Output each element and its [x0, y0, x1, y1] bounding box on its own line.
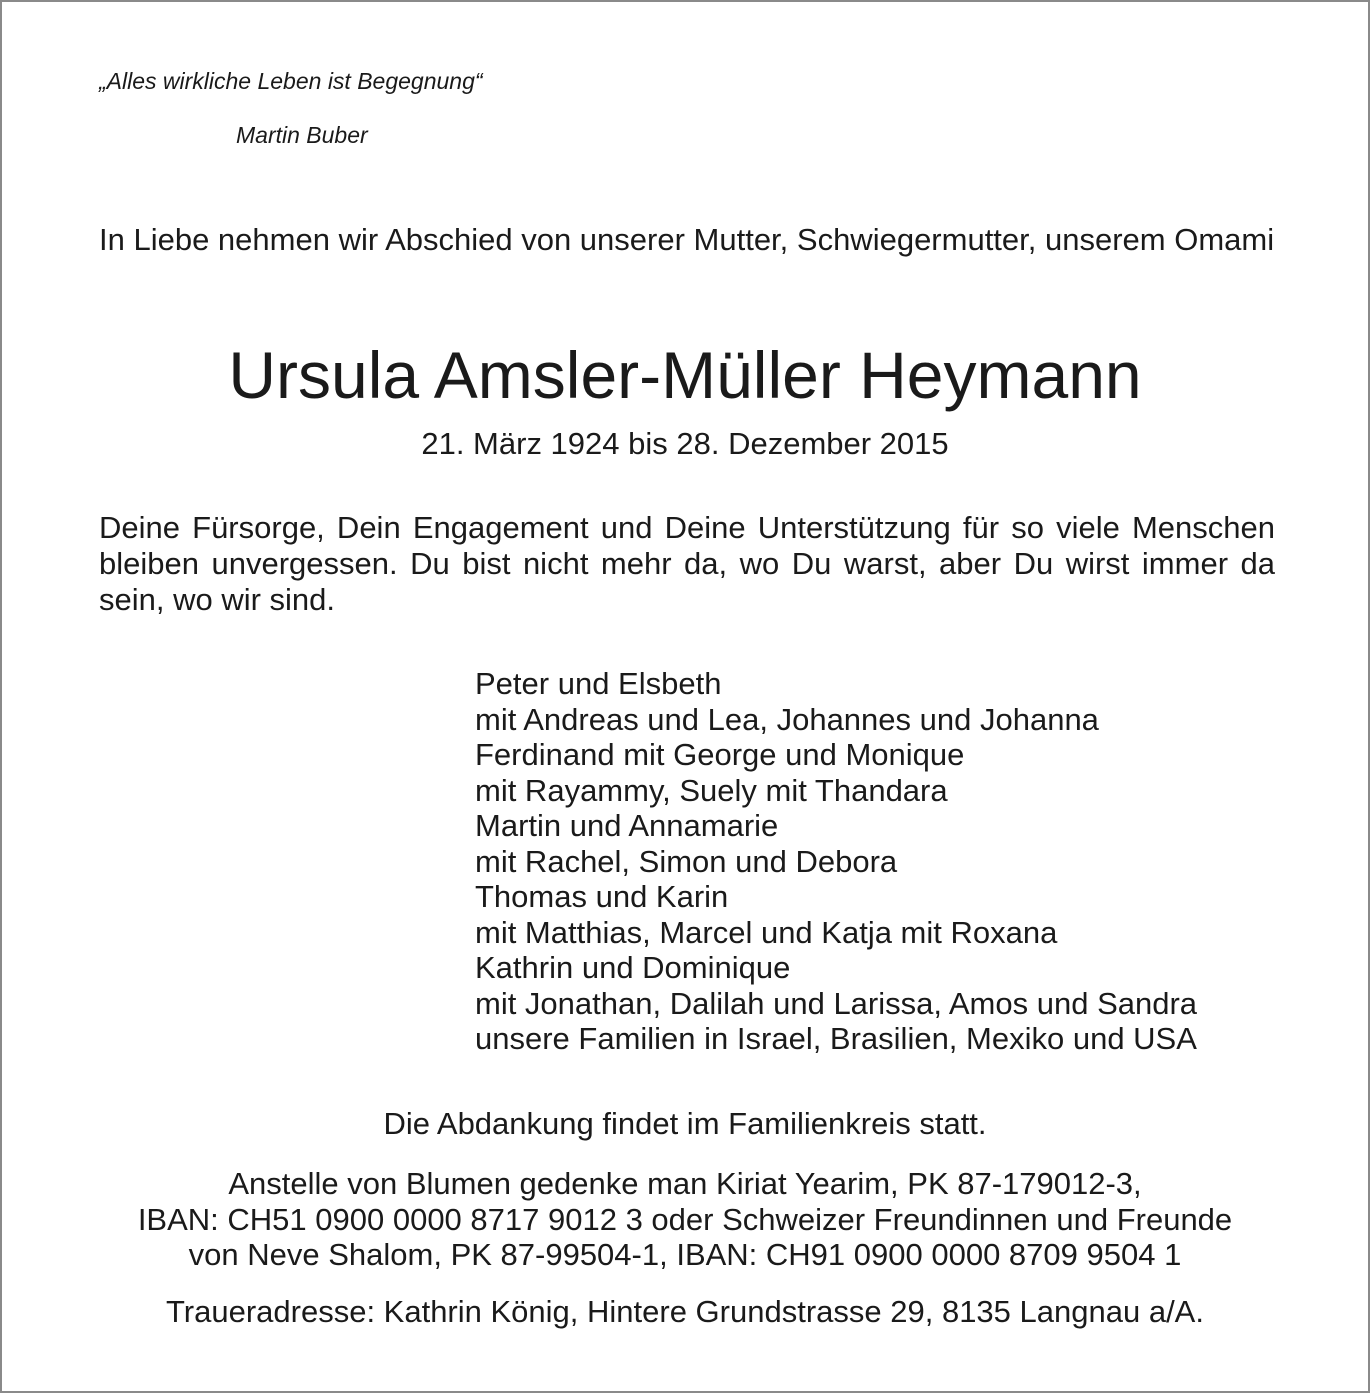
deceased-name: Ursula Amsler-Müller Heymann [228, 338, 1142, 412]
family-line: mit Rachel, Simon und Debora [475, 843, 898, 879]
family-list [475, 666, 1197, 1057]
family-line: mit Jonathan, Dalilah und Larissa, Amos und Sandra [475, 985, 1198, 1021]
family-line: Martin und Annamarie [475, 808, 779, 843]
family-line: Thomas und Karin [475, 879, 729, 914]
ceremony-note: Die Abdankung findet im Familienkreis statt. [383, 1106, 987, 1141]
quote-text: „Alles wirkliche Leben ist Begegnung“ [99, 68, 483, 94]
life-dates: 21. März 1924 bis 28. Dezember 2015 [421, 426, 949, 461]
donation-line: von Neve Shalom, PK 87-99504-1, IBAN: CH91 0900 0000 8709 9504 1 [188, 1237, 1182, 1272]
tribute-text: Deine Fürsorge, Dein Engagement und Deine Unterstützung für so viele Menschen bleiben unvergessen. Du bist nicht mehr da, wo Du warst, aber Du wirst immer da sein, wo wir sind. [99, 510, 1275, 617]
family-line: unsere Familien in Israel, Brasilien, Mexiko und USA [475, 1021, 1197, 1056]
family-line: Kathrin und Dominique [475, 950, 791, 985]
family-line: mit Matthias, Marcel und Katja mit Roxana [475, 914, 1058, 950]
donation-line: Anstelle von Blumen gedenke man Kiriat Yearim, PK 87-179012-3, [228, 1166, 1142, 1201]
family-line: Ferdinand mit George und Monique [475, 737, 965, 772]
donation-info [2, 1166, 1368, 1273]
donation-line: IBAN: CH51 0900 0000 8717 9012 3 oder Schweizer Freundinnen und Freunde [137, 1201, 1233, 1237]
family-line: Peter und Elsbeth [475, 666, 722, 701]
family-line: mit Rayammy, Suely mit Thandara [475, 772, 948, 808]
quote-author: Martin Buber [236, 122, 368, 148]
family-line: mit Andreas und Lea, Johannes und Johanna [475, 701, 1099, 737]
mourning-address: Traueradresse: Kathrin König, Hintere Grundstrasse 29, 8135 Langnau a/A. [166, 1294, 1204, 1329]
intro-text: In Liebe nehmen wir Abschied von unserer Mutter, Schwiegermutter, unserem Omami [99, 222, 1275, 257]
